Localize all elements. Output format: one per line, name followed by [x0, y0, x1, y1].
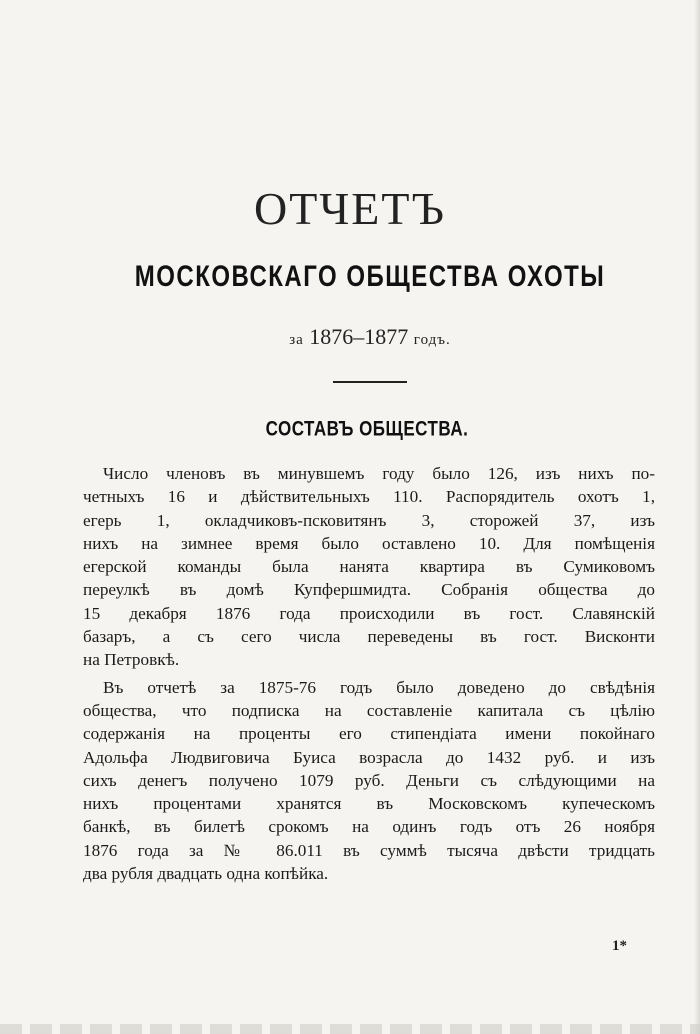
text-line: переулкѣ въ домѣ Купфершмидта. Собранія общества до: [83, 580, 655, 600]
section-heading: СОСТАВЪ ОБЩЕСТВА.: [265, 416, 469, 441]
text-line: банкѣ, въ билетѣ срокомъ на одинъ годъ отъ 26 ноября: [83, 817, 655, 837]
text-line: базаръ, а съ сего числа переведены въ гост. Висконти: [83, 627, 655, 647]
report-year-line: [0, 326, 700, 348]
text-line: содержанія на проценты его стипендіата имени покойнаго: [83, 724, 655, 744]
text-line: на Петровкѣ.: [83, 650, 180, 670]
text-line: общества, что подписка на составленіе капитала съ цѣлію: [83, 700, 655, 720]
text-line: нихъ процентами хранятся въ Московскомъ купеческомъ: [83, 794, 655, 814]
text-line: егерь 1, окладчиковъ-псковитянъ 3, сторожей 37, изъ: [83, 510, 655, 530]
year-range: 1876–1877: [309, 324, 409, 349]
text-line: четныхъ 16 и дѣйствительныхъ 110. Распорядитель охотъ 1,: [83, 487, 655, 507]
year-suffix: годъ.: [413, 332, 451, 348]
body-text: [83, 462, 655, 885]
text-line: два рубля двадцать одна копѣйка.: [83, 864, 329, 884]
year-prefix: за: [289, 332, 304, 348]
text-line: егерской команды была нанята квартира въ Сумиковомъ: [83, 557, 655, 577]
paragraph-1: [83, 462, 655, 672]
text-line: Въ отчетѣ за 1875-76 годъ было доведено до свѣдѣнія: [103, 677, 655, 697]
bottom-scan-edge: [0, 1024, 700, 1034]
page-edge-shadow: [694, 0, 700, 1034]
text-line: нихъ на зимнее время было оставлено 10. Для помѣщенія: [83, 533, 655, 553]
paragraph-2: [83, 676, 655, 886]
report-subtitle: МОСКОВСКАГО ОБЩЕСТВА ОХОТЫ: [134, 259, 606, 294]
text-line: Число членовъ въ минувшемъ году было 126, изъ нихъ по-: [103, 464, 655, 483]
text-line: Адольфа Людвиговича Буиса возрасла до 1432 руб. и изъ: [83, 747, 655, 767]
text-line: 1876 года за № 86.011 въ суммѣ тысяча двѣсти тридцать: [83, 840, 655, 860]
text-line: 15 декабря 1876 года происходили въ гост. Славянскій: [83, 603, 655, 623]
signature-mark: 1*: [612, 938, 627, 954]
text-line: сихъ денегъ получено 1079 руб. Деньги съ слѣдующими на: [83, 770, 655, 790]
title-divider: [333, 381, 407, 383]
report-title: ОТЧЕТЪ: [254, 183, 446, 234]
